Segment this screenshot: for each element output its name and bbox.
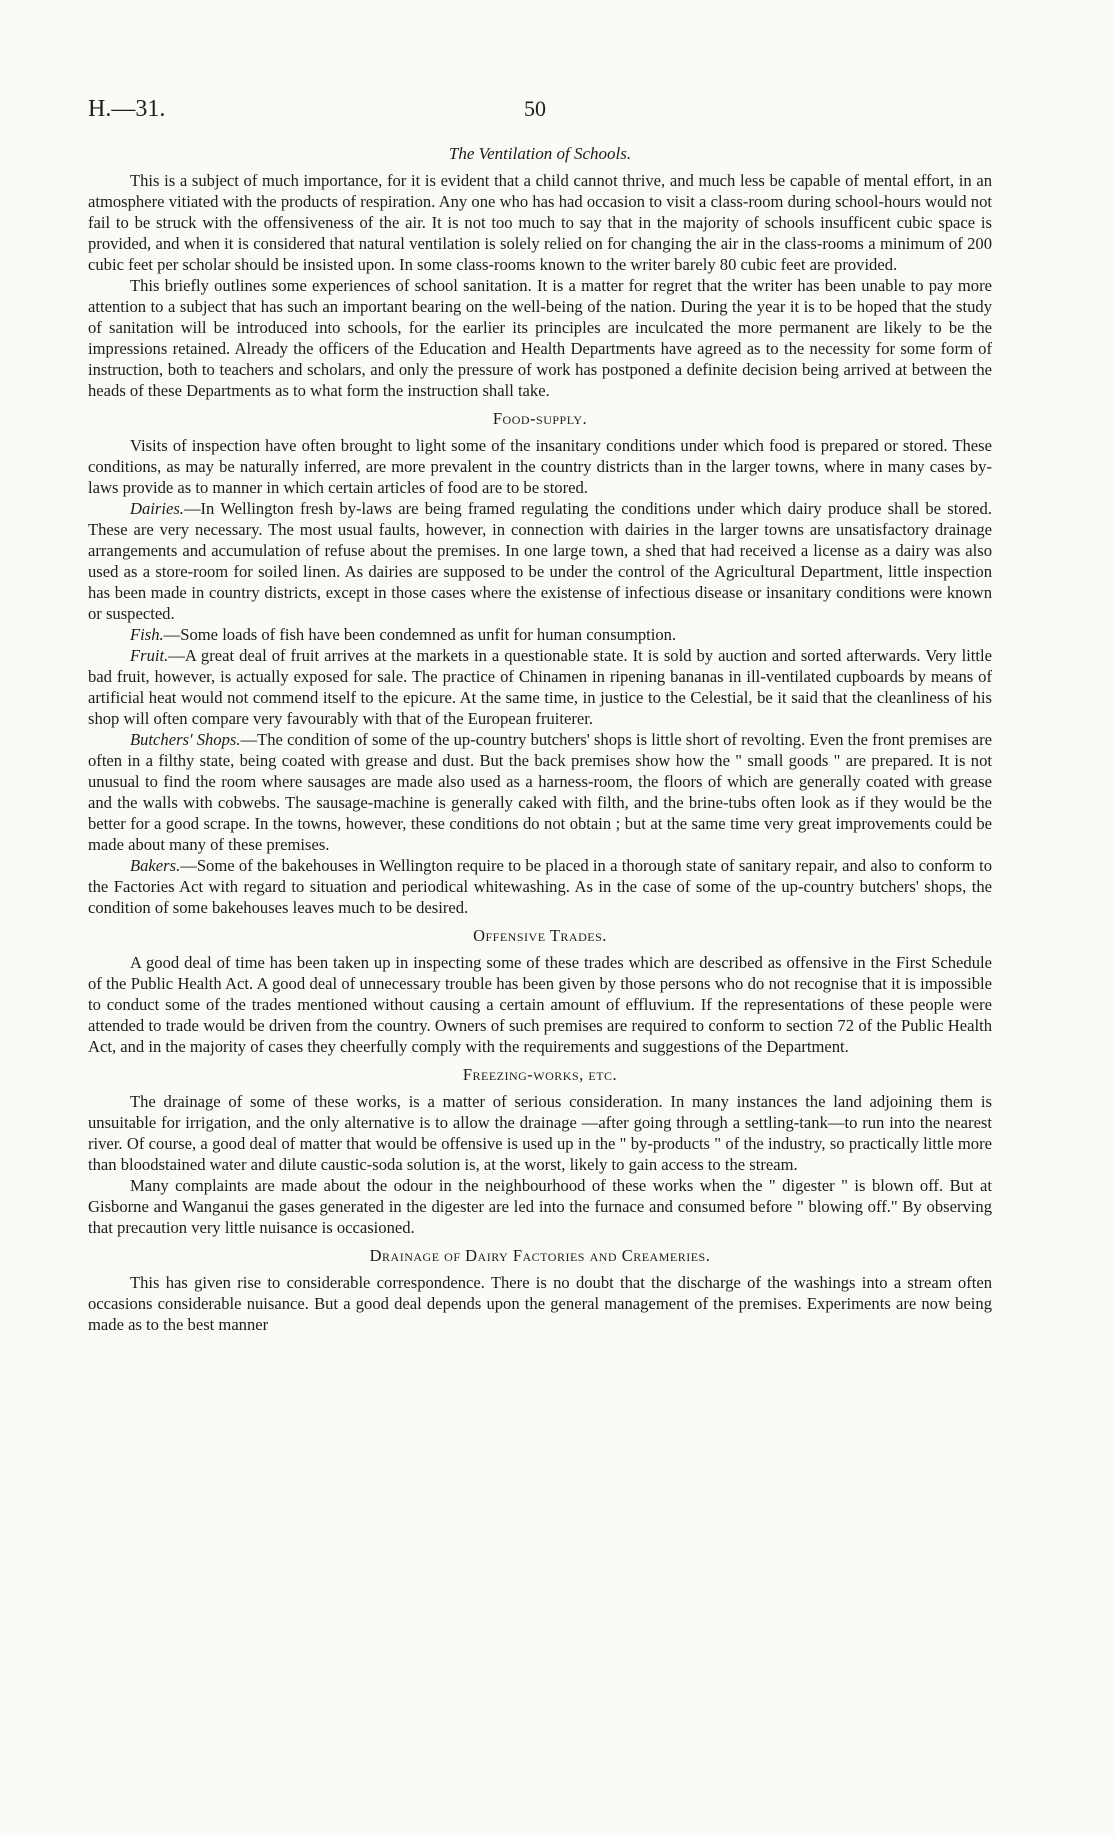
paragraph: Many complaints are made about the odour in the neighbourhood of these works when the " digester " is blown off. But at Gisborne and Wanganui the gases generated in the digester are led into the furnace and consumed before " blowing off." By observing that precaution very little nuisance is occasioned. [88, 1176, 992, 1237]
section-title-freezing-works: Freezing-works, etc. [462, 1065, 618, 1084]
paragraph-fish [88, 624, 992, 645]
paragraph: A good deal of time has been taken up in inspecting some of these trades which are described as offensive in the First Schedule of the Public Health Act. A good deal of unnecessary trouble has been given by those persons who do not recognise that it is impossible to conduct some of the trades mentioned without causing a certain amount of effluvium. If the representations of these people were attended to trade would be driven from the country. Owners of such premises are required to conform to section 72 of the Public Health Act, and in the majority of cases they cheerfully comply with the requirements and suggestions of the Department. [88, 953, 992, 1056]
section-food-supply [88, 409, 992, 918]
paragraph-butchers [88, 729, 992, 855]
paragraph: This is a subject of much importance, for it is evident that a child cannot thrive, and much less be capable of mental effort, in an atmosphere vitiated with the products of respiration. Any one who has had occasion to visit a class-room during school-hours would not fail to be struck with the offensiveness of the air. It is not too much to say that in the majority of schools insufficent cubic space is provided, and when it is considered that natural ventilation is solely relied on for changing the air in the class-rooms a minimum of 200 cubic feet per scholar should be insisted upon. In some class-rooms known to the writer barely 80 cubic feet are provided. [88, 171, 992, 274]
section-dairy-drainage [88, 1246, 992, 1335]
section-title-food-supply: Food-supply. [492, 409, 588, 428]
text-dairies: —In Wellington fresh by-laws are being framed regulating the conditions under which dairy produce shall be stored. These are very necessary. The most usual faults, however, in connection with dairies in the larger towns are unsatisfactory drainage arrangements and accumulation of refuse about the premises. In one large town, a shed that had received a license as a dairy was also used as a store-room for soiled linen. As dairies are supposed to be under the control of the Agricultural Department, little inspection has been made in country districts, except in those cases where the existense of infectious disease or insanitary conditions were known or suspected. [88, 499, 992, 623]
text-fruit: —A great deal of fruit arrives at the markets in a questionable state. It is sold by auction and sorted afterwards. Very little bad fruit, however, is actually exposed for sale. The practice of Chinamen in ripening bananas in ill-ventilated cupboards by means of artificial heat would not commend itself to the epicure. At the same time, in justice to the Celestial, be it said that the cleanliness of his shop will often compare very favourably with that of the European fruiterer. [88, 646, 992, 728]
lead-butchers: Butchers' Shops. [130, 730, 241, 749]
section-ventilation [88, 144, 992, 401]
paragraph: Visits of inspection have often brought to light some of the insanitary conditions under which food is prepared or stored. These conditions, as may be naturally inferred, are more prevalent in the country districts than in the larger towns, where in many cases by-laws provide as to manner in which certain articles of food are to be stored. [88, 436, 992, 497]
text-fish: —Some loads of fish have been condemned as unfit for human consumption. [163, 625, 677, 644]
text-bakers: —Some of the bakehouses in Wellington require to be placed in a thorough state of sanitary repair, and also to conform to the Factories Act with regard to situation and periodical whitewashing. As in the case of some of the up-country butchers' shops, the condition of some bakehouses leaves much to be desired. [88, 856, 992, 917]
paragraph-dairies [88, 498, 992, 624]
report-reference: H.—31. [88, 96, 166, 122]
paragraph-fruit [88, 645, 992, 729]
paragraph-bakers [88, 855, 992, 918]
page-number: 50 [524, 96, 546, 121]
lead-fruit: Fruit. [130, 646, 169, 665]
lead-bakers: Bakers. [130, 856, 181, 875]
section-title-offensive-trades: Offensive Trades. [473, 926, 607, 945]
paragraph: This has given rise to considerable correspondence. There is no doubt that the discharge of the washings into a stream often occasions considerable nuisance. But a good deal depends upon the general management of the premises. Experiments are now being made as to the best manner [88, 1273, 992, 1334]
paragraph: The drainage of some of these works, is a matter of serious consideration. In many instances the land adjoining them is unsuitable for irrigation, and the only alternative is to allow the drainage —after going through a settling-tank—to run into the nearest river. Of course, a good deal of matter that would be offensive is used up in the " by-products " of the industry, so practically little more than bloodstained water and dilute caustic-soda solution is, at the worst, likely to gain access to the stream. [88, 1092, 992, 1174]
lead-dairies: Dairies. [130, 499, 184, 518]
page-header [88, 96, 992, 136]
section-freezing-works [88, 1065, 992, 1238]
section-offensive-trades [88, 926, 992, 1057]
document-page [88, 96, 992, 1343]
section-title-dairy-drainage: Drainage of Dairy Factories and Creameries. [369, 1246, 711, 1265]
lead-fish: Fish. [130, 625, 164, 644]
text-butchers: —The condition of some of the up-country butchers' shops is little short of revolting. Even the front premises are often in a filthy state, being coated with grease and dust. But the back premises show how the " small goods " are prepared. It is not unusual to find the room where sausages are made also used as a harness-room, the floors of which are generally coated with grease and the walls with cobwebs. The sausage-machine is generally caked with filth, and the brine-tubs often look as if they would be the better for a good scrape. In the towns, however, these conditions do not obtain ; but at the same time very great improvements could be made about many of these premises. [88, 730, 992, 854]
paragraph: This briefly outlines some experiences of school sanitation. It is a matter for regret that the writer has been unable to pay more attention to a subject that has such an important bearing on the well-being of the nation. During the year it is to be hoped that the study of sanitation will be introduced into schools, for the earlier its principles are inculcated the more permanent are likely to be the impressions retained. Already the officers of the Education and Health Departments have agreed as to the necessity for some form of instruction, both to teachers and scholars, and only the pressure of work has postponed a definite decision being arrived at between the heads of these Departments as to what form the instruction shall take. [88, 276, 992, 400]
section-title-ventilation: The Ventilation of Schools. [448, 144, 632, 163]
